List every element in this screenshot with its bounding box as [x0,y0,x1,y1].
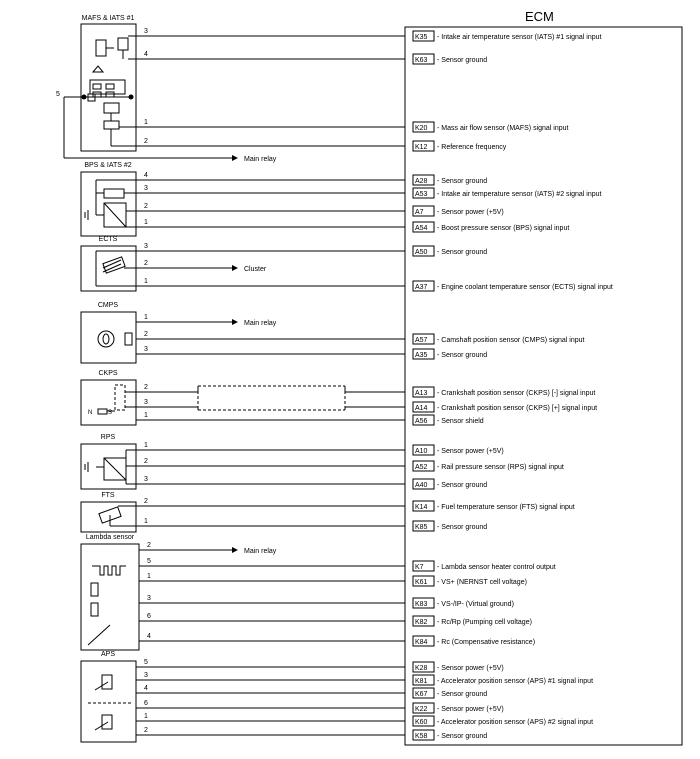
ecm-pin-description: - Crankshaft position sensor (CKPS) [-] signal input [437,390,596,397]
hall-element [125,333,132,345]
ecm-pin-description: - Reference frequency [437,144,507,151]
pumping-cell [91,603,98,616]
iats-thermistor [96,40,106,56]
ecm-pin-description: - Sensor ground [437,733,488,740]
ecm-pin-description: - Intake air temperature sensor (IATS) #1 signal input [437,34,602,41]
sensor-title: BPS & IATS #2 [84,162,132,169]
pin-number: 1 [144,412,148,419]
mafs-resistor [93,84,101,89]
ckps-magnet [98,409,107,414]
ecm-pin-description: - Sensor ground [437,249,488,256]
ecm-pin-id: K35 [415,34,428,41]
pin-number: 4 [147,633,151,640]
ecm-pin-description: - Intake air temperature sensor (IATS) #2 signal input [437,191,602,198]
pin-number: 2 [144,727,148,734]
ecm-pin-id: K22 [415,706,428,713]
pin-number: 3 [147,595,151,602]
iats-element [118,38,128,50]
ecm-pin-description: - Boost pressure sensor (BPS) signal input [437,225,570,232]
ecm-title: ECM [525,9,554,24]
pin-number: 3 [144,476,148,483]
aps1-potentiometer [102,675,112,689]
pin-number: 1 [144,518,148,525]
ecm-pin-description: - Rc/Rp (Pumping cell voltage) [437,619,532,626]
sensor-box [81,544,139,650]
ecm-pin-id: A57 [415,337,428,344]
pin-number: 2 [144,138,148,145]
pin-number: 2 [144,458,148,465]
ecm-pin-id: A7 [415,209,424,216]
ecm-pin-description: - Rc (Compensative resistance) [437,639,536,646]
pin-number: 1 [144,442,148,449]
ckps-magnet-s: S [108,410,113,416]
hall-sensor-icon [98,331,114,347]
pin-number: 1 [144,219,148,226]
ecm-pin-description: - Sensor power (+5V) [437,209,504,216]
ecm-pin-description: - Sensor shield [437,418,484,425]
ecm-pin-description: - Rail pressure sensor (RPS) signal input [437,464,564,471]
sensor-title: APS [100,651,116,658]
arrow-head [232,547,238,553]
ecm-pin-id: K28 [415,665,428,672]
ecm-pin-id: A50 [415,249,428,256]
ecm-pin-description: - Accelerator position sensor (APS) #1 signal input [437,678,594,685]
ecm-pin-id: K12 [415,144,428,151]
mafs-resistor [106,84,114,89]
pin-number: 6 [147,613,151,620]
wire [104,203,126,227]
thermistor [104,189,124,198]
ecm-pin-id: K81 [415,678,428,685]
wire [104,458,126,480]
pin-number: 5 [56,91,60,98]
aps2-potentiometer [102,715,112,729]
sensor-title: MAFS & IATS #1 [81,15,135,22]
ecm-pin-description: - Engine coolant temperature sensor (ECTS) signal input [437,284,613,291]
arrow-head [232,319,238,325]
sensor-title: ECTS [98,236,118,243]
ecm-pin-description: - VS+ (NERNST cell voltage) [437,579,527,586]
ecm-pin-description: - VS-/IP- (Virtual ground) [437,601,514,608]
pin-number: 1 [147,573,151,580]
ecm-box [405,27,682,745]
ecm-pin-id: A14 [415,405,428,412]
ecm-pin-description: - Crankshaft position sensor (CKPS) [+] signal input [437,405,598,412]
mafs-output [104,121,119,129]
ecm-pin-id: A52 [415,464,428,471]
cluster-label: Cluster [244,266,267,273]
pin-number: 2 [144,203,148,210]
sensor-title: CKPS [98,370,118,377]
sensor-box [81,172,136,236]
sensor-box [81,380,136,425]
sensor-title: CMPS [97,302,119,309]
main-relay-label: Main relay [244,156,277,163]
sensor-title: FTS [101,492,115,499]
ecm-pin-id: K83 [415,601,428,608]
pin-number: 2 [144,498,148,505]
ecm-pin-description: - Sensor ground [437,524,488,531]
mafs-amplifier [104,103,119,113]
ecm-pin-id: A10 [415,448,428,455]
arrow-head [232,265,238,271]
pin-number: 1 [144,278,148,285]
pin-number: 3 [144,672,148,679]
pin-number: 3 [144,399,148,406]
heater-symbol [92,566,126,575]
pin-number: 4 [144,51,148,58]
ecm-pin-description: - Lambda sensor heater control output [437,564,556,571]
pin-number: 1 [144,314,148,321]
main-relay-label: Main relay [244,320,277,327]
arrow-head [232,155,238,161]
ckps-coil [115,385,125,410]
pin-number: 5 [147,558,151,565]
hall-sensor-core [103,334,109,344]
pin-number: 3 [144,185,148,192]
ecm-pin-description: - Sensor power (+5V) [437,448,504,455]
ecm-pin-id: A28 [415,178,428,185]
ecm-pin-description: - Sensor ground [437,178,488,185]
ecm-pin-description: - Sensor ground [437,482,488,489]
ecm-pin-description: - Sensor ground [437,352,488,359]
ecm-pin-id: K20 [415,125,428,132]
ecm-pin-id: K58 [415,733,428,740]
ecm-pin-id: K85 [415,524,428,531]
sensor-title: Lambda sensor [85,534,135,541]
ckps-magnet-n: N [88,410,93,416]
ecm-pin-id: A54 [415,225,428,232]
ecm-pin-description: - Sensor ground [437,57,488,64]
ecm-pin-id: K61 [415,579,428,586]
ecm-pin-id: K82 [415,619,428,626]
ecm-pin-id: K7 [415,564,424,571]
ecm-pin-description: - Accelerator position sensor (APS) #2 signal input [437,719,594,726]
ecm-pin-id: A35 [415,352,428,359]
ecm-pin-description: - Camshaft position sensor (CMPS) signal input [437,337,585,344]
pin-number: 3 [144,28,148,35]
pin-number: 3 [144,243,148,250]
resistor-symbol [88,625,110,645]
sensor-title: RPS [100,434,116,441]
diode-symbol [93,66,103,72]
ecm-pin-id: K67 [415,691,428,698]
pin-number: 3 [144,346,148,353]
ecm-pin-id: K14 [415,504,428,511]
ecm-pin-description: - Fuel temperature sensor (FTS) signal input [437,504,575,511]
pin-number: 2 [144,260,148,267]
ecm-pin-id: A37 [415,284,428,291]
ecm-pin-id: A56 [415,418,428,425]
ecm-pin-id: K63 [415,57,428,64]
sensor-box [81,661,136,742]
ecm-pin-description: - Mass air flow sensor (MAFS) signal input [437,125,569,132]
pin-number: 2 [144,331,148,338]
ecm-pin-description: - Sensor power (+5V) [437,665,504,672]
main-relay-label: Main relay [244,548,277,555]
pin-number: 4 [144,172,148,179]
nernst-cell [91,583,98,596]
ecm-pin-id: K84 [415,639,428,646]
ecm-pin-description: - Sensor power (+5V) [437,706,504,713]
pin-number: 2 [144,384,148,391]
pin-number: 4 [144,685,148,692]
ecm-pin-id: A13 [415,390,428,397]
ecm-pin-id: A53 [415,191,428,198]
pin-number: 1 [144,713,148,720]
pin-number: 6 [144,700,148,707]
pin-number: 2 [147,542,151,549]
ecm-pin-id: A40 [415,482,428,489]
ecm-pin-description: - Sensor ground [437,691,488,698]
ecm-pin-id: K60 [415,719,428,726]
pin-number: 1 [144,119,148,126]
pin-number: 5 [144,659,148,666]
